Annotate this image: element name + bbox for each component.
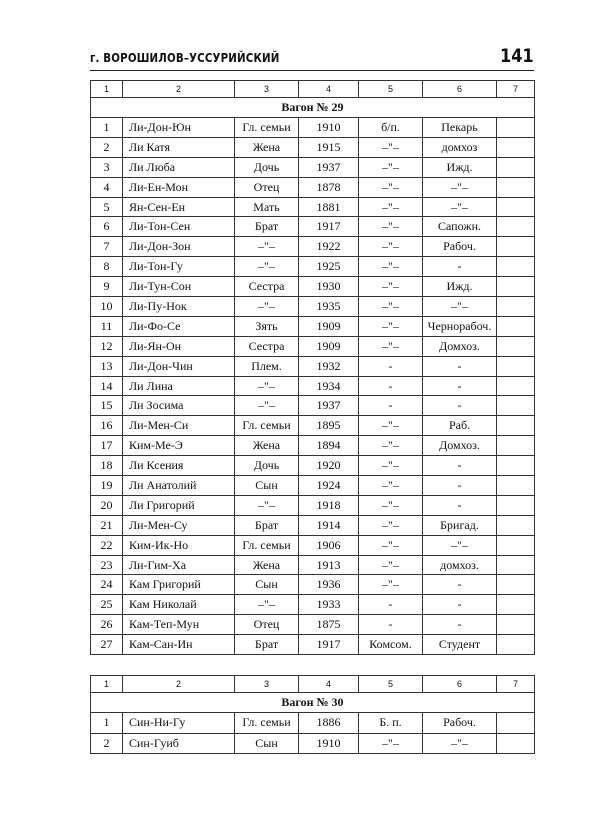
note-cell [497, 137, 535, 157]
column-number-cell: 3 [235, 81, 299, 98]
row-number-cell: 3 [91, 157, 123, 177]
note-cell [497, 436, 535, 456]
row-number-cell: 27 [91, 635, 123, 655]
person-name-cell: Ли Зосима [123, 396, 235, 416]
relation-cell: Сын [235, 575, 299, 595]
party-cell: –"– [359, 535, 423, 555]
row-number-cell: 24 [91, 575, 123, 595]
column-number-cell: 5 [359, 676, 423, 693]
column-number-row [91, 676, 535, 693]
birth-year-cell: 1894 [299, 436, 359, 456]
relation-cell: Гл. семьи [235, 416, 299, 436]
table-row [91, 595, 535, 615]
occupation-cell: Студент [423, 635, 497, 655]
birth-year-cell: 1937 [299, 157, 359, 177]
relation-cell: –"– [235, 495, 299, 515]
birth-year-cell: 1913 [299, 555, 359, 575]
party-cell: –"– [359, 456, 423, 476]
occupation-cell: - [423, 456, 497, 476]
occupation-cell: - [423, 356, 497, 376]
person-name-cell: Ян-Сен-Ен [123, 197, 235, 217]
occupation-cell: –"– [423, 197, 497, 217]
table-row [91, 376, 535, 396]
column-number-cell: 6 [423, 81, 497, 98]
birth-year-cell: 1917 [299, 217, 359, 237]
note-cell [497, 277, 535, 297]
column-number-cell: 4 [299, 676, 359, 693]
wagon-header-row [91, 98, 535, 118]
note-cell [497, 316, 535, 336]
party-cell: –"– [359, 157, 423, 177]
page-number: 141 [500, 45, 534, 67]
table-row [91, 555, 535, 575]
table-row [91, 257, 535, 277]
person-name-cell: Ли-Тон-Сен [123, 217, 235, 237]
table-row [91, 575, 535, 595]
note-cell [497, 396, 535, 416]
person-name-cell: Ли Анатолий [123, 476, 235, 496]
person-name-cell: Кам-Сан-Ин [123, 635, 235, 655]
person-name-cell: Кам Григорий [123, 575, 235, 595]
row-number-cell: 13 [91, 356, 123, 376]
row-number-cell: 4 [91, 177, 123, 197]
person-name-cell: Ли-Пу-Нок [123, 297, 235, 317]
birth-year-cell: 1910 [299, 733, 359, 754]
row-number-cell: 2 [91, 733, 123, 754]
running-header [90, 40, 534, 71]
relation-cell: Отец [235, 177, 299, 197]
column-number-cell: 7 [497, 81, 535, 98]
party-cell: –"– [359, 436, 423, 456]
column-number-cell: 7 [497, 676, 535, 693]
row-number-cell: 23 [91, 555, 123, 575]
note-cell [497, 575, 535, 595]
occupation-cell: Чернорабоч. [423, 316, 497, 336]
birth-year-cell: 1909 [299, 316, 359, 336]
row-number-cell: 6 [91, 217, 123, 237]
birth-year-cell: 1895 [299, 416, 359, 436]
column-number-cell: 6 [423, 676, 497, 693]
note-cell [497, 336, 535, 356]
relation-cell: Гл. семьи [235, 713, 299, 734]
party-cell: –"– [359, 177, 423, 197]
note-cell [497, 297, 535, 317]
person-name-cell: Син-Гуиб [123, 733, 235, 754]
row-number-cell: 1 [91, 118, 123, 138]
person-name-cell: Ли-Ян-Он [123, 336, 235, 356]
person-name-cell: Ли Ксения [123, 456, 235, 476]
table-row [91, 495, 535, 515]
table-row [91, 713, 535, 734]
occupation-cell: Раб. [423, 416, 497, 436]
occupation-cell: - [423, 257, 497, 277]
person-name-cell: Ли-Тон-Гу [123, 257, 235, 277]
note-cell [497, 476, 535, 496]
birth-year-cell: 1910 [299, 118, 359, 138]
person-name-cell: Ли-Дон-Зон [123, 237, 235, 257]
wagon-title: Вагон № 29 [91, 98, 535, 118]
occupation-cell: Пекарь [423, 118, 497, 138]
party-cell: –"– [359, 297, 423, 317]
party-cell: - [359, 356, 423, 376]
birth-year-cell: 1924 [299, 476, 359, 496]
party-cell: –"– [359, 336, 423, 356]
note-cell [497, 416, 535, 436]
party-cell: –"– [359, 733, 423, 754]
party-cell: - [359, 376, 423, 396]
relation-cell: Отец [235, 615, 299, 635]
note-cell [497, 118, 535, 138]
person-name-cell: Ли Катя [123, 137, 235, 157]
row-number-cell: 2 [91, 137, 123, 157]
table-row [91, 356, 535, 376]
relation-cell: –"– [235, 595, 299, 615]
party-cell: –"– [359, 197, 423, 217]
row-number-cell: 22 [91, 535, 123, 555]
relation-cell: Жена [235, 137, 299, 157]
note-cell [497, 535, 535, 555]
column-number-cell: 1 [91, 81, 123, 98]
occupation-cell: - [423, 376, 497, 396]
relation-cell: Гл. семьи [235, 118, 299, 138]
birth-year-cell: 1935 [299, 297, 359, 317]
row-number-cell: 8 [91, 257, 123, 277]
relation-cell: –"– [235, 237, 299, 257]
row-number-cell: 25 [91, 595, 123, 615]
note-cell [497, 733, 535, 754]
relation-cell: Брат [235, 515, 299, 535]
row-number-cell: 16 [91, 416, 123, 436]
table-row [91, 277, 535, 297]
relation-cell: Мать [235, 197, 299, 217]
party-cell: –"– [359, 237, 423, 257]
occupation-cell: –"– [423, 733, 497, 754]
occupation-cell: - [423, 595, 497, 615]
table-row [91, 476, 535, 496]
note-cell [497, 356, 535, 376]
party-cell: –"– [359, 495, 423, 515]
wagon-29-table [90, 80, 535, 655]
birth-year-cell: 1934 [299, 376, 359, 396]
row-number-cell: 1 [91, 713, 123, 734]
party-cell: –"– [359, 277, 423, 297]
table-row [91, 336, 535, 356]
note-cell [497, 495, 535, 515]
occupation-cell: домхоз [423, 137, 497, 157]
row-number-cell: 21 [91, 515, 123, 535]
note-cell [497, 713, 535, 734]
birth-year-cell: 1922 [299, 237, 359, 257]
party-cell: - [359, 595, 423, 615]
party-cell: –"– [359, 575, 423, 595]
birth-year-cell: 1917 [299, 635, 359, 655]
person-name-cell: Кам-Теп-Мун [123, 615, 235, 635]
row-number-cell: 9 [91, 277, 123, 297]
person-name-cell: Ким-Ме-Э [123, 436, 235, 456]
table-row [91, 615, 535, 635]
table-row [91, 137, 535, 157]
party-cell: - [359, 615, 423, 635]
relation-cell: –"– [235, 396, 299, 416]
birth-year-cell: 1918 [299, 495, 359, 515]
table-row [91, 535, 535, 555]
birth-year-cell: 1937 [299, 396, 359, 416]
person-name-cell: Ким-Ик-Но [123, 535, 235, 555]
person-name-cell: Ли-Ен-Мон [123, 177, 235, 197]
birth-year-cell: 1875 [299, 615, 359, 635]
birth-year-cell: 1936 [299, 575, 359, 595]
table-row [91, 157, 535, 177]
occupation-cell: Ижд. [423, 277, 497, 297]
row-number-cell: 17 [91, 436, 123, 456]
relation-cell: –"– [235, 257, 299, 277]
birth-year-cell: 1915 [299, 137, 359, 157]
row-number-cell: 20 [91, 495, 123, 515]
note-cell [497, 376, 535, 396]
birth-year-cell: 1920 [299, 456, 359, 476]
occupation-cell: –"– [423, 535, 497, 555]
row-number-cell: 5 [91, 197, 123, 217]
relation-cell: Зять [235, 316, 299, 336]
column-number-cell: 3 [235, 676, 299, 693]
relation-cell: –"– [235, 297, 299, 317]
note-cell [497, 237, 535, 257]
party-cell: –"– [359, 515, 423, 535]
person-name-cell: Ли-Мен-Су [123, 515, 235, 535]
relation-cell: Сестра [235, 277, 299, 297]
person-name-cell: Ли-Фо-Се [123, 316, 235, 336]
party-cell: –"– [359, 217, 423, 237]
relation-cell: Брат [235, 217, 299, 237]
running-title: г. ВОРОШИЛОВ–УССУРИЙСКИЙ [90, 50, 280, 65]
party-cell: –"– [359, 316, 423, 336]
row-number-cell: 14 [91, 376, 123, 396]
table-row [91, 416, 535, 436]
table-row [91, 515, 535, 535]
occupation-cell: - [423, 476, 497, 496]
note-cell [497, 157, 535, 177]
relation-cell: Жена [235, 436, 299, 456]
table-row [91, 217, 535, 237]
occupation-cell: Рабоч. [423, 237, 497, 257]
relation-cell: Дочь [235, 157, 299, 177]
party-cell: Комсом. [359, 635, 423, 655]
birth-year-cell: 1930 [299, 277, 359, 297]
table-row [91, 237, 535, 257]
relation-cell: Сын [235, 476, 299, 496]
occupation-cell: –"– [423, 177, 497, 197]
party-cell: –"– [359, 137, 423, 157]
relation-cell: Гл. семьи [235, 535, 299, 555]
party-cell: –"– [359, 257, 423, 277]
birth-year-cell: 1925 [299, 257, 359, 277]
occupation-cell: Ижд. [423, 157, 497, 177]
table-row [91, 297, 535, 317]
table-row [91, 118, 535, 138]
birth-year-cell: 1886 [299, 713, 359, 734]
person-name-cell: Кам Николай [123, 595, 235, 615]
note-cell [497, 456, 535, 476]
table-row [91, 635, 535, 655]
birth-year-cell: 1881 [299, 197, 359, 217]
occupation-cell: - [423, 615, 497, 635]
occupation-cell: - [423, 495, 497, 515]
row-number-cell: 10 [91, 297, 123, 317]
note-cell [497, 177, 535, 197]
occupation-cell: - [423, 575, 497, 595]
column-number-cell: 2 [123, 676, 235, 693]
column-number-cell: 4 [299, 81, 359, 98]
birth-year-cell: 1878 [299, 177, 359, 197]
table-row [91, 733, 535, 754]
party-cell: –"– [359, 555, 423, 575]
note-cell [497, 217, 535, 237]
table-row [91, 396, 535, 416]
person-name-cell: Ли-Мен-Си [123, 416, 235, 436]
note-cell [497, 515, 535, 535]
person-name-cell: Ли-Дон-Чин [123, 356, 235, 376]
birth-year-cell: 1909 [299, 336, 359, 356]
relation-cell: Жена [235, 555, 299, 575]
occupation-cell: Рабоч. [423, 713, 497, 734]
wagon-title: Вагон № 30 [91, 693, 535, 713]
relation-cell: Сын [235, 733, 299, 754]
person-name-cell: Ли-Дон-Юн [123, 118, 235, 138]
relation-cell: Сестра [235, 336, 299, 356]
person-name-cell: Син-Ни-Гу [123, 713, 235, 734]
column-number-row [91, 81, 535, 98]
table-row [91, 436, 535, 456]
party-cell: б/п. [359, 118, 423, 138]
party-cell: - [359, 396, 423, 416]
occupation-cell: - [423, 396, 497, 416]
note-cell [497, 197, 535, 217]
table-row [91, 197, 535, 217]
table-row [91, 177, 535, 197]
birth-year-cell: 1933 [299, 595, 359, 615]
wagon-header-row [91, 693, 535, 713]
occupation-cell: Домхоз. [423, 336, 497, 356]
person-name-cell: Ли Лина [123, 376, 235, 396]
relation-cell: –"– [235, 376, 299, 396]
column-number-cell: 5 [359, 81, 423, 98]
occupation-cell: Бригад. [423, 515, 497, 535]
relation-cell: Плем. [235, 356, 299, 376]
person-name-cell: Ли-Тун-Сон [123, 277, 235, 297]
wagon-30-table [90, 675, 535, 754]
row-number-cell: 12 [91, 336, 123, 356]
column-number-cell: 2 [123, 81, 235, 98]
note-cell [497, 595, 535, 615]
row-number-cell: 7 [91, 237, 123, 257]
note-cell [497, 257, 535, 277]
table-row [91, 316, 535, 336]
note-cell [497, 615, 535, 635]
row-number-cell: 18 [91, 456, 123, 476]
relation-cell: Брат [235, 635, 299, 655]
person-name-cell: Ли Люба [123, 157, 235, 177]
occupation-cell: домхоз. [423, 555, 497, 575]
occupation-cell: Сапожн. [423, 217, 497, 237]
note-cell [497, 635, 535, 655]
party-cell: –"– [359, 416, 423, 436]
party-cell: Б. п. [359, 713, 423, 734]
birth-year-cell: 1914 [299, 515, 359, 535]
row-number-cell: 26 [91, 615, 123, 635]
row-number-cell: 11 [91, 316, 123, 336]
occupation-cell: –"– [423, 297, 497, 317]
birth-year-cell: 1932 [299, 356, 359, 376]
column-number-cell: 1 [91, 676, 123, 693]
birth-year-cell: 1906 [299, 535, 359, 555]
person-name-cell: Ли Григорий [123, 495, 235, 515]
relation-cell: Дочь [235, 456, 299, 476]
row-number-cell: 19 [91, 476, 123, 496]
table-row [91, 456, 535, 476]
row-number-cell: 15 [91, 396, 123, 416]
occupation-cell: Домхоз. [423, 436, 497, 456]
party-cell: –"– [359, 476, 423, 496]
person-name-cell: Ли-Гим-Ха [123, 555, 235, 575]
note-cell [497, 555, 535, 575]
